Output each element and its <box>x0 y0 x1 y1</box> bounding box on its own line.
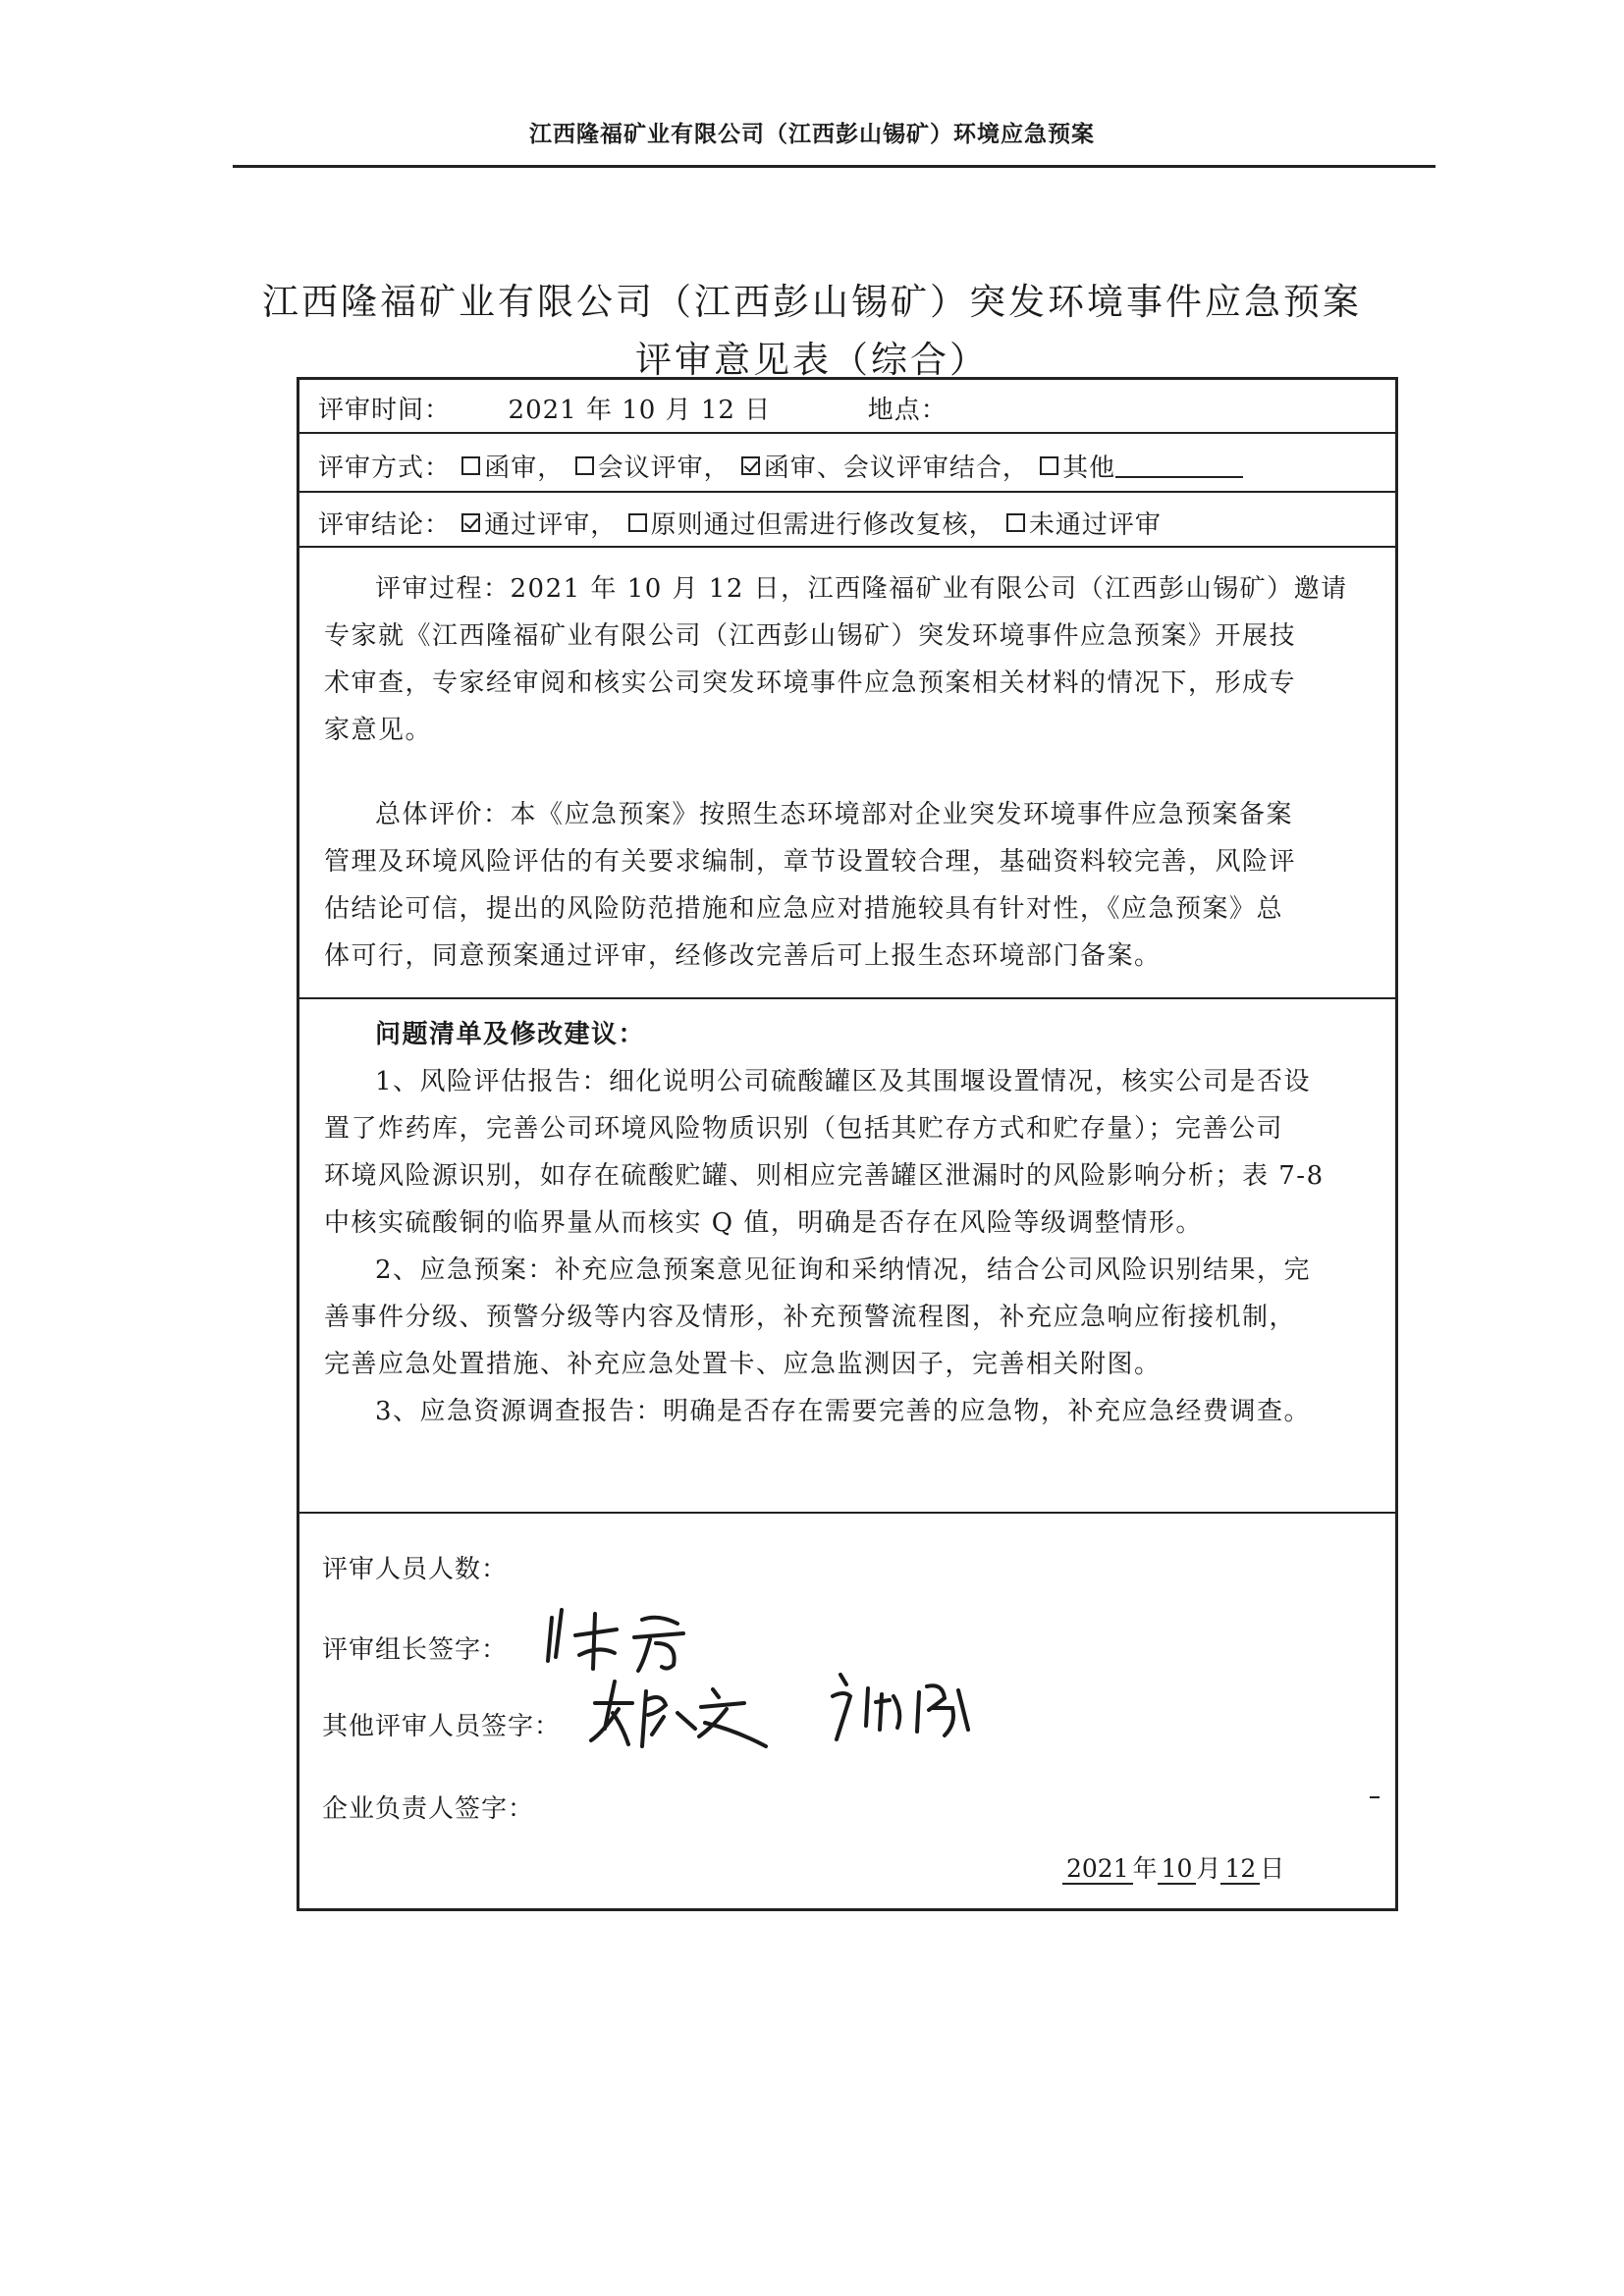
method-checkbox-combined[interactable] <box>741 456 760 475</box>
leader-signature-label: 评审组长签字： <box>322 1635 509 1665</box>
document-subtitle: 评审意见表（综合） <box>635 339 989 381</box>
reviewer-handwritten-signature <box>825 1667 992 1750</box>
row-divider <box>297 546 1398 548</box>
review-time-row <box>318 390 947 426</box>
method-checkbox-meeting[interactable] <box>575 456 594 475</box>
issues-heading: 问题清单及修改建议： <box>375 1020 646 1049</box>
overall-line: 估结论可信，提出的风险防范措施和应急应对措施较具有针对性，《应急预案》总 <box>324 894 1284 924</box>
date-day-char: 日 <box>1260 1854 1285 1883</box>
method-checkbox-letter[interactable] <box>461 456 480 475</box>
row-divider <box>297 997 1398 999</box>
issue-item-2-line: 善事件分级、预警分级等内容及情形，补充预警流程图，补充应急响应衔接机制， <box>324 1303 1297 1332</box>
overall-evaluation-paragraph <box>324 791 1384 980</box>
conclusion-checkbox-pass[interactable] <box>461 513 480 532</box>
issue-item-1-line: 置了炸药库，完善公司环境风险物质识别（包括其贮存方式和贮存量）；完善公司 <box>324 1114 1284 1144</box>
review-process-paragraph <box>324 565 1384 754</box>
running-header: 江西隆福矿业有限公司（江西彭山锡矿）环境应急预案 <box>529 122 1095 147</box>
date-year: 2021 <box>1062 1854 1133 1885</box>
review-method-row <box>318 448 1243 484</box>
issue-item-1-line: 中核实硫酸铜的临界量从而核实 Q 值，明确是否存在风险等级调整情形。 <box>324 1208 1203 1238</box>
method-option-combined: 函审、会议评审结合， <box>763 454 1029 483</box>
issue-item-1-line: 1、风险评估报告：细化说明公司硫酸罐区及其围堰设置情况，核实公司是否设 <box>375 1067 1312 1096</box>
reviewer-handwritten-signature <box>589 1674 785 1757</box>
margin-dash <box>1370 1796 1380 1798</box>
conclusion-option-fail: 未通过评审 <box>1028 510 1162 540</box>
process-line: 家意见。 <box>324 716 433 745</box>
conclusion-checkbox-fail[interactable] <box>1006 513 1025 532</box>
other-reviewers-signature-label: 其他评审人员签字： <box>322 1712 562 1741</box>
row-divider <box>297 432 1398 434</box>
overall-line: 管理及环境风险评估的有关要求编制，章节设置较合理，基础资料较完善，风险评 <box>324 847 1297 877</box>
process-line: 评审过程：2021 年 10 月 12 日，江西隆福矿业有限公司（江西彭山锡矿）邀请 <box>375 574 1348 604</box>
conclusion-checkbox-conditional[interactable] <box>628 513 647 532</box>
issue-item-2-line: 完善应急处置措施、补充应急处置卡、应急监测因子，完善相关附图。 <box>324 1350 1162 1379</box>
date-month-char: 月 <box>1196 1854 1221 1883</box>
place-label: 地点： <box>867 396 947 425</box>
process-line: 专家就《江西隆福矿业有限公司（江西彭山锡矿）突发环境事件应急预案》开展技 <box>324 621 1297 651</box>
time-label: 评审时间： <box>318 396 452 425</box>
process-line: 术审查，专家经审阅和核实公司突发环境事件应急预案相关材料的情况下，形成专 <box>324 668 1297 698</box>
date-day: 12 <box>1220 1854 1260 1885</box>
method-option-meeting: 会议评审， <box>597 454 731 483</box>
issues-section <box>324 1011 1384 1435</box>
conclusion-label: 评审结论： <box>318 510 452 540</box>
method-option-letter: 函审， <box>484 454 565 483</box>
overall-line: 体可行，同意预案通过评审，经修改完善后可上报生态环境部门备案。 <box>324 941 1162 971</box>
company-head-signature-label: 企业负责人签字： <box>322 1794 535 1824</box>
row-divider <box>297 491 1398 493</box>
reviewer-count-label: 评审人员人数： <box>322 1555 509 1584</box>
row-divider <box>297 1512 1398 1514</box>
header-rule <box>233 165 1435 168</box>
date-month: 10 <box>1158 1854 1197 1885</box>
review-conclusion-row <box>318 505 1162 541</box>
conclusion-option-pass: 通过评审， <box>484 510 618 540</box>
document-title: 江西隆福矿业有限公司（江西彭山锡矿）突发环境事件应急预案 <box>262 281 1362 323</box>
issue-item-3-line: 3、应急资源调查报告：明确是否存在需要完善的应急物，补充应急经费调查。 <box>375 1397 1312 1426</box>
signature-date <box>1062 1849 1284 1885</box>
overall-line: 总体评价：本《应急预案》按照生态环境部对企业突发环境事件应急预案备案 <box>375 800 1294 829</box>
issue-item-2-line: 2、应急预案：补充应急预案意见征询和采纳情况，结合公司风险识别结果，完 <box>375 1255 1312 1285</box>
leader-handwritten-signature <box>540 1600 736 1679</box>
method-option-other: 其他 <box>1062 454 1116 483</box>
method-label: 评审方式： <box>318 454 452 483</box>
other-blank-line <box>1115 454 1243 478</box>
date-year-char: 年 <box>1132 1854 1158 1883</box>
conclusion-option-conditional: 原则通过但需进行修改复核， <box>650 510 996 540</box>
issue-item-1-line: 环境风险源识别，如存在硫酸贮罐、则相应完善罐区泄漏时的风险影响分析；表 7-8 <box>324 1161 1325 1191</box>
method-checkbox-other[interactable] <box>1040 456 1058 475</box>
time-value: 2021 年 10 月 12 日 <box>508 396 772 425</box>
